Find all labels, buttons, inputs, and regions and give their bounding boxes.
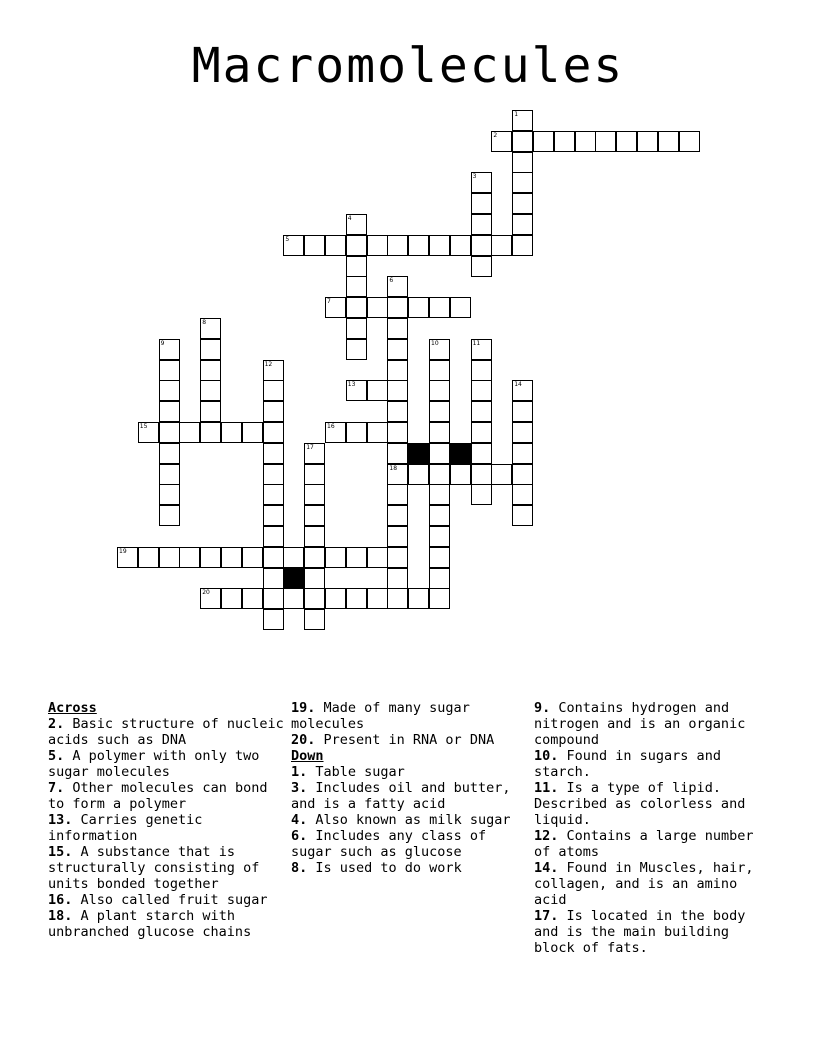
crossword-cell[interactable]: [325, 547, 346, 568]
crossword-cell[interactable]: [429, 526, 450, 547]
crossword-cell[interactable]: [408, 235, 429, 256]
clue-number: 8: [202, 319, 207, 326]
clue-item: [48, 908, 284, 940]
clue-number: 9: [160, 339, 165, 347]
crossword-cell[interactable]: [408, 588, 429, 609]
crossword-cell[interactable]: [367, 422, 388, 443]
crossword-cell[interactable]: [159, 464, 180, 485]
clue-item-text: Found in sugars and starch.: [534, 748, 721, 780]
crossword-cell[interactable]: [471, 193, 492, 214]
clue-item-number: 2.: [48, 716, 65, 732]
crossword-cell[interactable]: [512, 110, 533, 131]
crossword-cell[interactable]: [221, 588, 242, 609]
crossword-cell[interactable]: [159, 505, 180, 526]
clue-item-text: Basic structure of nucleic acids such as DNA: [48, 716, 284, 748]
crossword-cell[interactable]: [346, 235, 367, 256]
clue-item-number: 6.: [291, 828, 308, 844]
clue-number: 18: [389, 464, 398, 472]
clue-item: [291, 732, 527, 748]
crossword-cell[interactable]: [554, 131, 575, 152]
crossword-cell[interactable]: [512, 235, 533, 256]
clue-item: [48, 812, 284, 844]
crossword-cell[interactable]: [595, 131, 616, 152]
crossword-cell[interactable]: [512, 131, 533, 152]
clue-item: [291, 828, 527, 860]
clue-number: 4: [347, 215, 352, 222]
clue-item: [291, 764, 527, 780]
crossword-cell[interactable]: [346, 297, 367, 318]
crossword-cell[interactable]: [387, 505, 408, 526]
crossword-cell[interactable]: [263, 609, 284, 630]
crossword-cell[interactable]: [450, 235, 471, 256]
crossword-cell[interactable]: [263, 505, 284, 526]
crossword-cell[interactable]: [575, 131, 596, 152]
clue-item-number: 19.: [291, 700, 316, 716]
clue-item-text: Includes oil and butter, and is a fatty acid: [291, 780, 511, 812]
crossword-cell[interactable]: [429, 339, 450, 360]
crossword-cell[interactable]: [221, 547, 242, 568]
clue-item: [534, 780, 770, 828]
clue-number: 16: [327, 423, 335, 430]
crossword-cell[interactable]: [325, 297, 346, 318]
crossword-cell[interactable]: [138, 547, 159, 568]
crossword-cell[interactable]: [637, 131, 658, 152]
clue-number: 2: [493, 131, 498, 139]
clue-item-text: A plant starch with unbranched glucose chains: [48, 908, 252, 940]
clue-number: 7: [327, 298, 331, 306]
crossword-cell[interactable]: [471, 214, 492, 235]
crossword-cell[interactable]: [159, 484, 180, 505]
crossword-cell[interactable]: [387, 235, 408, 256]
clue-item-text: A polymer with only two sugar molecules: [48, 748, 260, 780]
crossword-cell[interactable]: [325, 588, 346, 609]
crossword-cell[interactable]: [304, 235, 325, 256]
crossword-cell[interactable]: [200, 318, 221, 339]
clue-item-text: Also called fruit sugar: [72, 892, 268, 908]
clue-item-number: 18.: [48, 908, 73, 924]
crossword-cell[interactable]: [159, 443, 180, 464]
crossword-cell[interactable]: [429, 380, 450, 401]
crossword-cell[interactable]: [200, 360, 221, 381]
clue-item: [534, 828, 770, 860]
crossword-cell[interactable]: [387, 588, 408, 609]
clue-item: [48, 716, 284, 748]
crossword-cell[interactable]: [346, 276, 367, 297]
crossword-cell[interactable]: [512, 193, 533, 214]
clue-column-1: [48, 700, 284, 940]
crossword-cell[interactable]: [408, 464, 429, 485]
crossword-cell[interactable]: [512, 172, 533, 193]
clue-item: [534, 908, 770, 956]
crossword-cell[interactable]: [450, 464, 471, 485]
crossword-cell[interactable]: [429, 297, 450, 318]
crossword-cell[interactable]: [346, 547, 367, 568]
clue-item-text: A substance that is structurally consisting of units bonded together: [48, 844, 260, 892]
clue-item-text: Carries genetic information: [48, 812, 203, 844]
crossword-cell[interactable]: [387, 339, 408, 360]
clue-section-header: Down: [291, 748, 324, 764]
crossword-cell[interactable]: [346, 588, 367, 609]
crossword-cell[interactable]: [471, 401, 492, 422]
crossword-cell[interactable]: [471, 484, 492, 505]
crossword-cell[interactable]: [346, 380, 367, 401]
crossword-cell[interactable]: [429, 568, 450, 589]
clue-item-number: 12.: [534, 828, 559, 844]
crossword-cell[interactable]: [346, 214, 367, 235]
crossword-cell[interactable]: [200, 339, 221, 360]
crossword-cell[interactable]: [616, 131, 637, 152]
clue-item-number: 8.: [291, 860, 308, 876]
crossword-cell[interactable]: [387, 276, 408, 297]
crossword-cell[interactable]: [429, 443, 450, 464]
crossword-cell[interactable]: [179, 547, 200, 568]
clue-item: [48, 748, 284, 780]
crossword-cell[interactable]: [304, 526, 325, 547]
clue-item-text: Also known as milk sugar: [307, 812, 511, 828]
crossword-cell[interactable]: [387, 443, 408, 464]
crossword-cell[interactable]: [221, 422, 242, 443]
clue-item: [48, 780, 284, 812]
crossword-cell[interactable]: [263, 484, 284, 505]
clue-item-number: 9.: [534, 700, 551, 716]
crossword-cell[interactable]: [512, 380, 533, 401]
clue-item-number: 4.: [291, 812, 308, 828]
clue-item: [48, 844, 284, 892]
clue-number: 1: [514, 111, 519, 118]
crossword-cell[interactable]: [429, 547, 450, 568]
crossword-cell[interactable]: [346, 256, 367, 277]
crossword-cell[interactable]: [387, 464, 408, 485]
clue-item-number: 10.: [534, 748, 559, 764]
crossword-cell[interactable]: [200, 401, 221, 422]
clue-item: [291, 780, 527, 812]
crossword-cell[interactable]: [387, 401, 408, 422]
crossword-cell[interactable]: [367, 547, 388, 568]
crossword-cell[interactable]: [471, 464, 492, 485]
clue-column-2: [291, 700, 527, 876]
clue-item: [534, 860, 770, 908]
crossword-cell[interactable]: [387, 484, 408, 505]
crossword-cell[interactable]: [283, 235, 304, 256]
blocked-cell: [283, 568, 304, 589]
crossword-cell[interactable]: [367, 380, 388, 401]
crossword-cell[interactable]: [242, 588, 263, 609]
clue-item: [534, 748, 770, 780]
clue-item-text: Found in Muscles, hair, collagen, and is an amino acid: [534, 860, 754, 908]
crossword-cell[interactable]: [159, 339, 180, 360]
crossword-cell[interactable]: [283, 588, 304, 609]
clue-item-number: 13.: [48, 812, 73, 828]
clue-item-number: 11.: [534, 780, 559, 796]
crossword-cell[interactable]: [242, 547, 263, 568]
clue-number: 17: [306, 443, 314, 451]
clue-item-text: Is used to do work: [307, 860, 462, 876]
blocked-cell: [450, 443, 471, 464]
crossword-cell[interactable]: [471, 235, 492, 256]
crossword-cell[interactable]: [346, 422, 367, 443]
crossword-cell[interactable]: [429, 505, 450, 526]
clue-number: 15: [139, 423, 148, 430]
crossword-cell[interactable]: [387, 422, 408, 443]
clue-item-text: Is a type of lipid. Described as colorless and liquid.: [534, 780, 746, 828]
clue-item-number: 7.: [48, 780, 65, 796]
blocked-cell: [408, 443, 429, 464]
clue-number: 12: [264, 360, 273, 368]
crossword-cell[interactable]: [471, 256, 492, 277]
clue-number: 13: [347, 381, 356, 389]
clue-item-text: Contains a large number of atoms: [534, 828, 754, 860]
crossword-cell[interactable]: [533, 131, 554, 152]
crossword-cell[interactable]: [367, 588, 388, 609]
crossword-cell[interactable]: [325, 235, 346, 256]
crossword-cell[interactable]: [263, 360, 284, 381]
crossword-cell[interactable]: [200, 422, 221, 443]
crossword-cell[interactable]: [387, 547, 408, 568]
crossword-cell[interactable]: [512, 214, 533, 235]
clue-item-text: Other molecules can bond to form a polymer: [48, 780, 268, 812]
crossword-cell[interactable]: [429, 360, 450, 381]
crossword-cell[interactable]: [471, 172, 492, 193]
crossword-cell[interactable]: [304, 443, 325, 464]
crossword-cell[interactable]: [512, 484, 533, 505]
clue-item-number: 17.: [534, 908, 559, 924]
clue-item-text: Is located in the body and is the main building block of fats.: [534, 908, 746, 956]
clue-item-number: 14.: [534, 860, 559, 876]
crossword-cell[interactable]: [263, 401, 284, 422]
clue-item: [534, 700, 770, 748]
crossword-cell[interactable]: [263, 588, 284, 609]
clue-number: 3: [472, 173, 477, 181]
crossword-cell[interactable]: [346, 318, 367, 339]
crossword-cell[interactable]: [263, 547, 284, 568]
page-title: Macromolecules: [191, 38, 625, 94]
crossword-cell[interactable]: [512, 422, 533, 443]
crossword-cell[interactable]: [491, 235, 512, 256]
crossword-cell[interactable]: [325, 422, 346, 443]
clue-number: 6: [389, 277, 394, 285]
clue-item-text: Present in RNA or DNA: [315, 732, 495, 748]
crossword-cell[interactable]: [304, 609, 325, 630]
crossword-cell[interactable]: [159, 547, 180, 568]
crossword-cell[interactable]: [387, 318, 408, 339]
crossword-cell[interactable]: [429, 484, 450, 505]
clue-column-3: [534, 700, 770, 956]
crossword-cell[interactable]: [242, 422, 263, 443]
clue-number: 19: [119, 547, 127, 555]
clue-item-text: Contains hydrogen and nitrogen and is an organic compound: [534, 700, 746, 748]
crossword-cell[interactable]: [471, 422, 492, 443]
clue-item-text: Table sugar: [307, 764, 405, 780]
crossword-cell[interactable]: [367, 297, 388, 318]
crossword-cell[interactable]: [429, 588, 450, 609]
crossword-cell[interactable]: [367, 235, 388, 256]
crossword-cell[interactable]: [512, 443, 533, 464]
clue-item-text: Made of many sugar molecules: [291, 700, 470, 732]
crossword-cell[interactable]: [117, 547, 138, 568]
crossword-cell[interactable]: [471, 360, 492, 381]
crossword-cell[interactable]: [263, 464, 284, 485]
clue-item-number: 20.: [291, 732, 316, 748]
clue-item: [291, 860, 527, 876]
clue-number: 10: [431, 339, 439, 347]
crossword-cell[interactable]: [429, 464, 450, 485]
crossword-cell[interactable]: [491, 131, 512, 152]
crossword-cell[interactable]: [491, 464, 512, 485]
clue-number: 14: [514, 381, 522, 389]
crossword-cell[interactable]: [512, 464, 533, 485]
crossword-cell[interactable]: [387, 526, 408, 547]
crossword-cell[interactable]: [159, 380, 180, 401]
crossword-cell[interactable]: [450, 297, 471, 318]
crossword-cell[interactable]: [179, 422, 200, 443]
crossword-cell[interactable]: [263, 568, 284, 589]
crossword-cell[interactable]: [512, 401, 533, 422]
crossword-cell[interactable]: [658, 131, 679, 152]
crossword-cell[interactable]: [159, 360, 180, 381]
crossword-cell[interactable]: [471, 339, 492, 360]
clue-item-number: 1.: [291, 764, 308, 780]
crossword-cell[interactable]: [387, 568, 408, 589]
crossword-cell[interactable]: [471, 443, 492, 464]
crossword-cell[interactable]: [387, 360, 408, 381]
crossword-cell[interactable]: [429, 401, 450, 422]
crossword-cell[interactable]: [283, 547, 304, 568]
clue-item-number: 15.: [48, 844, 73, 860]
crossword-cell[interactable]: [346, 339, 367, 360]
crossword-cell[interactable]: [679, 131, 700, 152]
crossword-cell[interactable]: [263, 526, 284, 547]
crossword-cell[interactable]: [408, 297, 429, 318]
crossword-cell[interactable]: [263, 422, 284, 443]
crossword-cell[interactable]: [429, 422, 450, 443]
crossword-cell[interactable]: [512, 505, 533, 526]
crossword-cell[interactable]: [200, 588, 221, 609]
crossword-cell[interactable]: [387, 297, 408, 318]
clue-item: [291, 812, 527, 828]
clue-item-number: 5.: [48, 748, 65, 764]
clue-item: [48, 892, 284, 908]
clue-number: 20: [202, 589, 210, 597]
clue-section-header: Across: [48, 700, 97, 716]
clue-item-number: 3.: [291, 780, 308, 796]
crossword-cell[interactable]: [304, 464, 325, 485]
crossword-cell[interactable]: [159, 401, 180, 422]
clue-item-number: 16.: [48, 892, 73, 908]
clue-number: 11: [472, 339, 481, 347]
crossword-cell[interactable]: [471, 380, 492, 401]
crossword-cell[interactable]: [138, 422, 159, 443]
crossword-cell[interactable]: [159, 422, 180, 443]
crossword-cell[interactable]: [387, 380, 408, 401]
crossword-cell[interactable]: [304, 547, 325, 568]
crossword-cell[interactable]: [429, 235, 450, 256]
crossword-cell[interactable]: [304, 568, 325, 589]
clue-item-text: Includes any class of sugar such as glucose: [291, 828, 487, 860]
crossword-cell[interactable]: [304, 588, 325, 609]
crossword-cell[interactable]: [512, 152, 533, 173]
crossword-cell[interactable]: [304, 505, 325, 526]
crossword-cell[interactable]: [263, 443, 284, 464]
crossword-cell[interactable]: [200, 380, 221, 401]
crossword-cell[interactable]: [304, 484, 325, 505]
clue-number: 5: [285, 235, 290, 243]
clue-item: [291, 700, 527, 732]
crossword-cell[interactable]: [263, 380, 284, 401]
crossword-cell[interactable]: [200, 547, 221, 568]
